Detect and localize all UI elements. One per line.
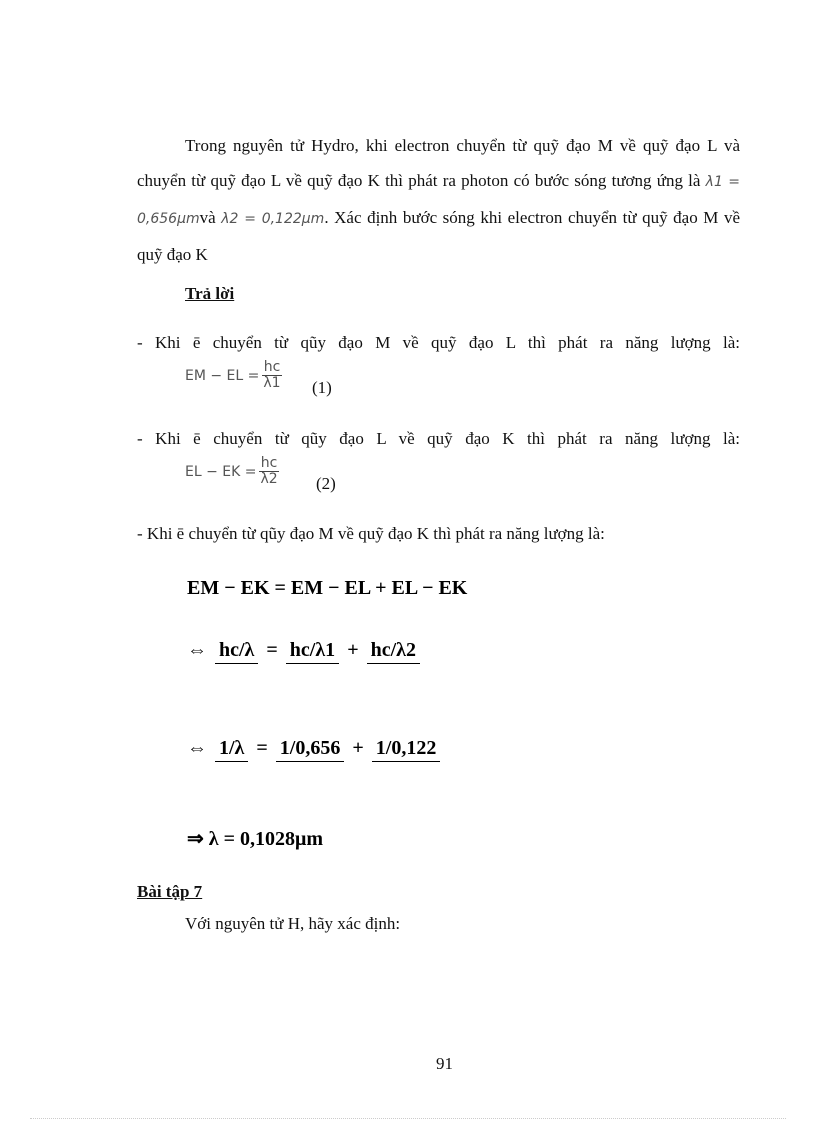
equation-4: ⇒ λ = 0,1028μm — [187, 828, 323, 850]
eq3-frac-lhs — [215, 735, 248, 762]
eq2-frac-2 — [367, 637, 420, 664]
lambda2-formula: λ2 = 0,122μm — [221, 211, 325, 227]
problem-text-1: Trong nguyên tử Hydro, khi electron chuyển từ quỹ đạo M về quỹ đạo L và chuyển từ quỹ đạo L về quỹ đạo K thì phát ra photon có bước sóng tương ứng là — [137, 136, 740, 190]
equation-2 — [187, 637, 422, 664]
problem-paragraph — [137, 128, 740, 272]
eq2-frac-lhs-term: hc/λ — [215, 637, 258, 664]
step1-fraction — [261, 360, 282, 391]
step2-num: hc — [260, 455, 278, 471]
step1-lhs: EM − EL = — [185, 367, 260, 384]
exercise-text: Với nguyên tử H, hãy xác định: — [185, 914, 401, 933]
equivalence-symbol-1: ⇔ — [187, 639, 207, 661]
step2-fraction — [258, 456, 279, 487]
eq2-equals: = — [266, 639, 278, 661]
page-number: 91 — [436, 1054, 453, 1073]
equivalence-symbol-2: ⇔ — [187, 737, 207, 759]
eq3-frac-2 — [372, 735, 441, 762]
eq2-plus: + — [347, 639, 359, 661]
step3-text: - Khi ē chuyển từ qũy đạo M về quỹ đạo K thì phát ra năng lượng là: — [137, 524, 605, 543]
eq3-frac-1 — [276, 735, 345, 762]
step1-formula — [185, 360, 285, 391]
eq3-plus: + — [352, 737, 364, 759]
eq3-frac-2-term: 1/0,122 — [372, 735, 441, 762]
eq2-frac-1 — [286, 637, 339, 664]
step2-den: λ2 — [260, 471, 278, 487]
step1-num: hc — [263, 359, 281, 375]
problem-text-2: . Xác định bước sóng khi electron chuyển từ quỹ đạo M về quỹ đạo K — [137, 208, 740, 264]
step1-den: λ1 — [263, 375, 281, 391]
step2-label: (2) — [316, 474, 336, 493]
step1-label: (1) — [312, 378, 332, 397]
eq3-frac-lhs-term: 1/λ — [215, 735, 248, 762]
eq2-frac-2-term: hc/λ2 — [367, 637, 420, 664]
page-bottom-divider — [30, 1118, 786, 1119]
exercise-heading: Bài tập 7 — [137, 882, 203, 901]
eq2-frac-lhs — [215, 637, 258, 664]
step2-lhs: EL − EK = — [185, 463, 257, 480]
equation-3 — [187, 735, 442, 762]
eq3-equals: = — [256, 737, 268, 759]
step2-formula — [185, 456, 282, 487]
step2-text: - Khi ē chuyển từ qũy đạo L về quỹ đạo K thì phát ra năng lượng là: — [137, 429, 740, 448]
eq2-frac-1-term: hc/λ1 — [286, 637, 339, 664]
eq3-frac-1-term: 1/0,656 — [276, 735, 345, 762]
answer-heading: Trả lời — [185, 284, 235, 303]
lambda1-formula: λ1 = 0,656μm — [137, 174, 740, 227]
equation-1: EM − EK = EM − EL + EL − EK — [187, 577, 468, 599]
and-word: và — [199, 208, 216, 227]
step1-text: - Khi ē chuyển từ qũy đạo M về quỹ đạo L thì phát ra năng lượng là: — [137, 333, 740, 352]
